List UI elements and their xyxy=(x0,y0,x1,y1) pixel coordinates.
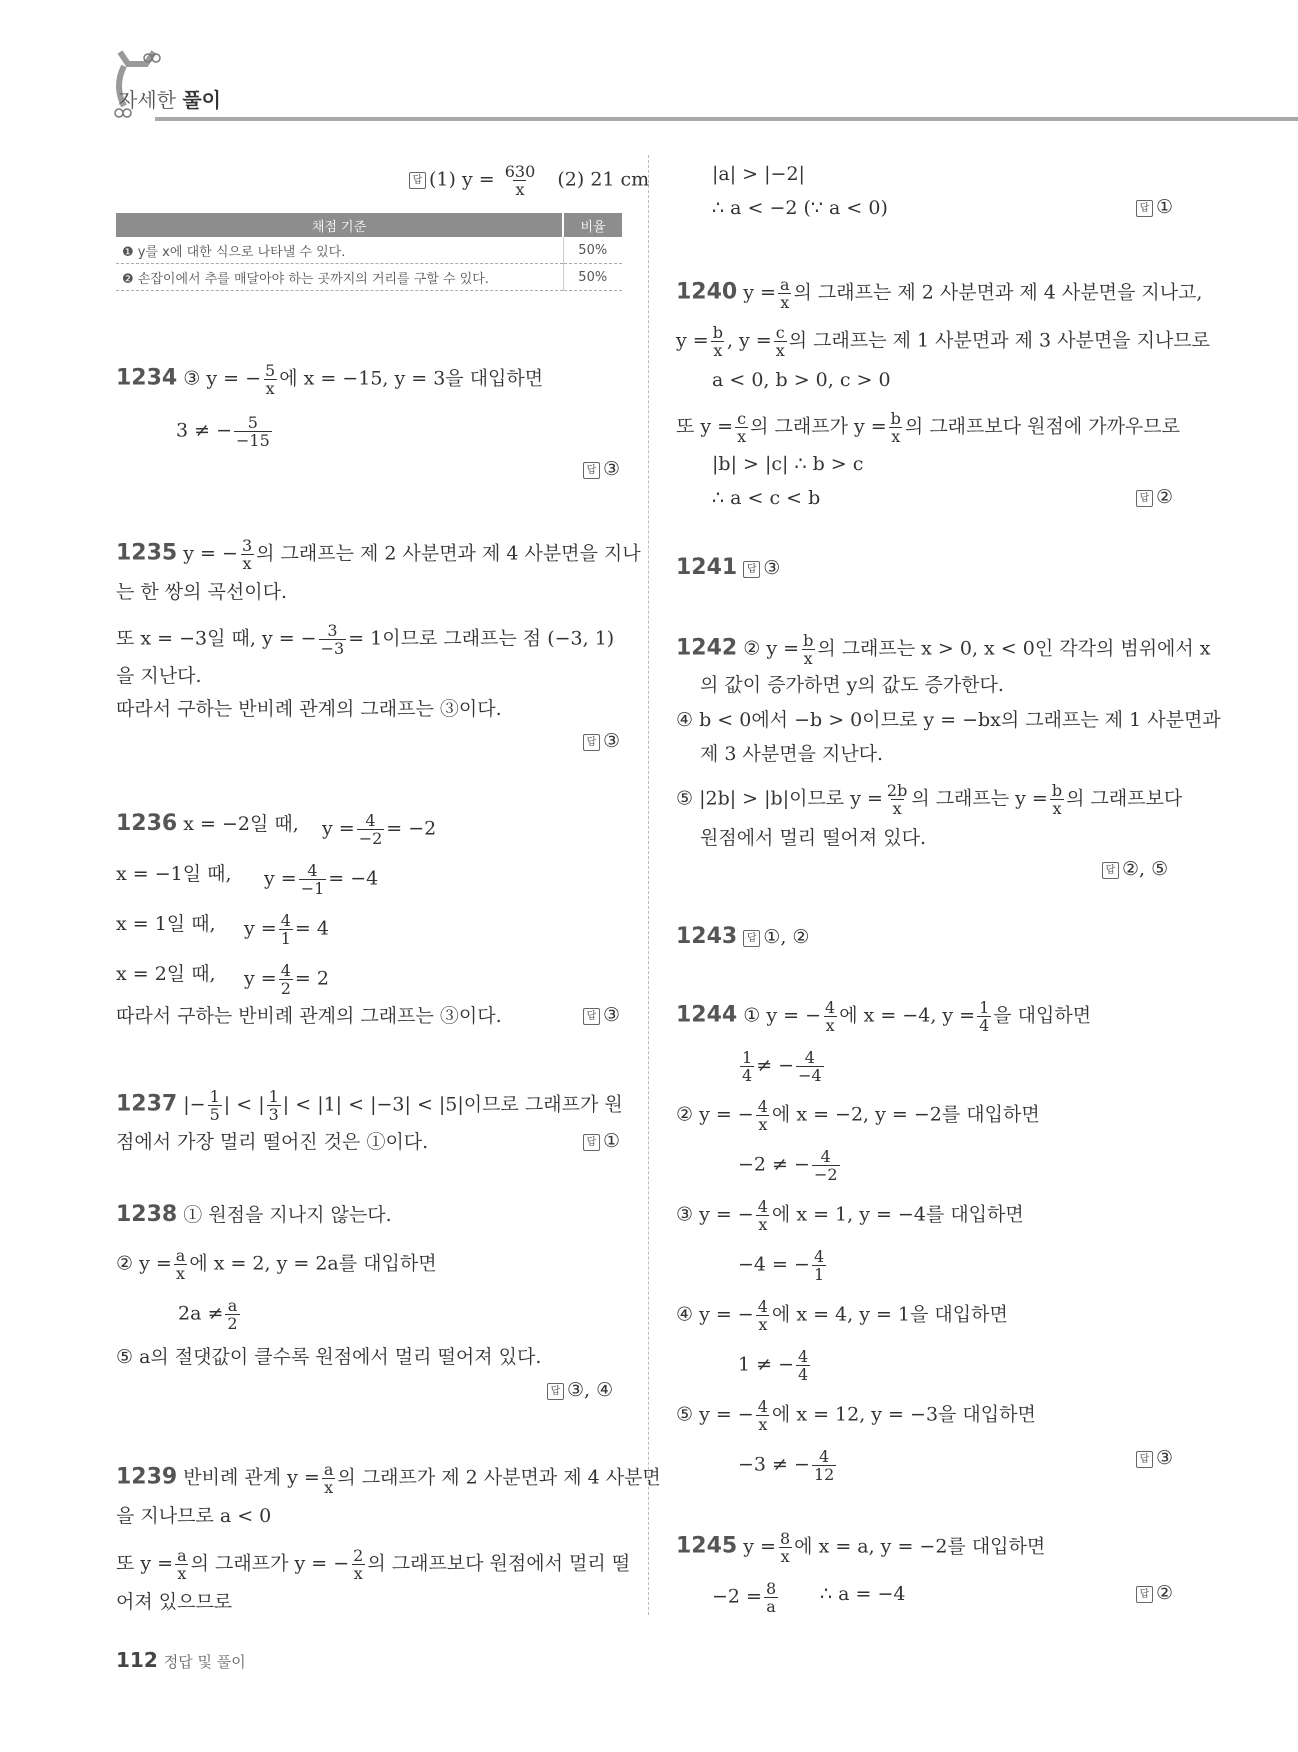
problem-number: 1239 xyxy=(116,1464,178,1490)
problem-1244-c1: ③ y = − $\frac{4}{x}$ 에 x = 1, y = −4를 대입하면 xyxy=(676,1197,1024,1234)
row-ratio: 50% xyxy=(563,264,622,291)
table-row xyxy=(116,237,622,264)
problem-1234-line1: 1234 ③ y = − $\frac{5}{x}$ 에 x = −15, y = 3을 대입하면 xyxy=(116,361,544,398)
problem-number: 1240 xyxy=(676,279,738,305)
problem-number: 1241 xyxy=(676,555,738,580)
problem-number: 1237 xyxy=(116,1091,178,1117)
grading-col-criteria: 채점 기준 xyxy=(116,213,563,237)
problem-1236-row2: x = −1일 때, xyxy=(116,863,232,885)
problem-1239-line2: 을 지나므로 a < 0 xyxy=(116,1505,272,1527)
problem-1242-line3: ④ b < 0에서 −b > 0이므로 y = −bx의 그래프는 제 1 사분면과 xyxy=(676,709,1221,731)
problem-1242-line2: 의 값이 증가하면 y의 값도 증가한다. xyxy=(700,674,1004,696)
answer-tag-icon: 답 xyxy=(583,1008,600,1025)
problem-1240-line5: |b| > |c| ∴ b > c xyxy=(712,453,864,475)
answer-tag-icon: 답 xyxy=(583,1134,600,1151)
problem-1237-line1: 1237 |− $\frac{1}{5}$ | < | $\frac{1}{3}$ | < |1| < |−3| < |5|이므로 그래프가 원 xyxy=(116,1087,623,1124)
problem-1245-result: ∴ a = −4 xyxy=(820,1583,906,1605)
problem-number: 1245 xyxy=(676,1533,738,1559)
problem-1244-b1: ② y = − $\frac{4}{x}$ 에 x = −2, y = −2를 대입하면 xyxy=(676,1097,1040,1134)
row-marker: ❶ xyxy=(122,244,134,260)
problem-1243: 1243 답 ①, ② xyxy=(676,924,810,949)
problem-1244-a1: 1244 ① y = − $\frac{4}{x}$ 에 x = −4, y = $\frac{1}{4}$ 을 대입하면 xyxy=(676,998,1092,1035)
grading-table xyxy=(116,213,622,291)
problem-number: 1235 xyxy=(116,540,178,566)
problem-1244-a2: $\frac{1}{4}$ ≠ − $\frac{4}{-4}$ xyxy=(742,1048,822,1085)
header-title-bold: 풀이 xyxy=(182,88,221,112)
problem-number: 1244 xyxy=(676,1002,738,1028)
problem-1236-row3: x = 1일 때, xyxy=(116,913,216,935)
problem-1235-line2: 는 한 쌍의 곡선이다. xyxy=(116,581,287,603)
problem-1234-line2: 3 ≠ − $\frac{5}{-15}$ xyxy=(176,413,270,450)
answer-tag-icon: 답 xyxy=(1136,200,1153,217)
problem-1237-line2: 점에서 가장 멀리 떨어진 것은 ①이다. xyxy=(116,1131,429,1153)
problem-1242-line4: 제 3 사분면을 지난다. xyxy=(700,743,884,765)
problem-number: 1243 xyxy=(676,924,738,949)
answer-1236: 답 ③ xyxy=(583,1004,620,1026)
header-rule xyxy=(155,117,1298,121)
table-row xyxy=(116,264,622,291)
problem-1235-line4: 을 지난다. xyxy=(116,665,202,687)
header-title-light: 자세한 xyxy=(118,88,176,112)
answer-tag-icon: 답 xyxy=(583,462,600,479)
answer-tag-icon: 답 xyxy=(1102,862,1119,879)
row-marker: ❷ xyxy=(122,271,134,287)
row-ratio: 50% xyxy=(563,237,622,264)
answer-tag-icon: 답 xyxy=(583,734,600,751)
problem-1236-row1-eq: y = $\frac{4}{-2}$ = −2 xyxy=(322,811,437,848)
grading-col-ratio: 비율 xyxy=(563,213,622,237)
answer-1234: 답 ③ xyxy=(583,458,620,480)
problem-1239-cont-line1: |a| > |−2| xyxy=(712,163,805,185)
answer-tag-icon: 답 xyxy=(547,1383,564,1400)
answer-tag-icon: 답 xyxy=(1136,490,1153,507)
problem-1245-line2: −2 = $\frac{8}{a}$ xyxy=(712,1579,777,1616)
answer-2: (2) 21 cm xyxy=(557,168,650,191)
answer-tag-icon: 답 xyxy=(1136,1451,1153,1468)
problem-1242-line1: 1242 ② y = $\frac{b}{x}$ 의 그래프는 x > 0, x < 0인 각각의 범위에서 x xyxy=(676,631,1211,668)
answer-tag-icon: 답 xyxy=(743,561,760,578)
problem-1238-line4: ⑤ a의 절댓값이 클수록 원점에서 멀리 떨어져 있다. xyxy=(116,1346,542,1368)
page-footer xyxy=(116,1648,246,1672)
footer-label: 정답 및 풀이 xyxy=(163,1653,246,1671)
answer-1235: 답 ③ xyxy=(583,730,620,752)
row-text: 손잡이에서 추를 매달아야 하는 곳까지의 거리를 구할 수 있다. xyxy=(137,271,489,287)
problem-1239-cont-line2: ∴ a < −2 (∵ a < 0) xyxy=(712,197,888,219)
problem-number: 1234 xyxy=(116,365,178,391)
problem-1242-line6: 원점에서 멀리 떨어져 있다. xyxy=(700,827,927,849)
answer-1237: 답 ① xyxy=(583,1130,620,1152)
answer-tag-icon: 답 xyxy=(409,172,426,189)
problem-1240-line2: y = $\frac{b}{x}$ , y = $\frac{c}{x}$ 의 그래프는 제 1 사분면과 제 3 사분면을 지나므로 xyxy=(676,323,1210,360)
problem-1235-line3: 또 x = −3일 때, y = − $\frac{3}{-3}$ = 1이므로 그래프는 점 (−3, 1) xyxy=(116,621,615,658)
problem-1239-line4: 어져 있으므로 xyxy=(116,1591,233,1613)
problem-1236-row3-eq: y = $\frac{4}{1}$ = 4 xyxy=(244,911,329,948)
problem-1241: 1241 답 ③ xyxy=(676,555,781,580)
problem-1236-line5: 따라서 구하는 반비례 관계의 그래프는 ③이다. xyxy=(116,1005,502,1027)
problem-1240-line4: 또 y = $\frac{c}{x}$ 의 그래프가 y = $\frac{b}{x}$ 의 그래프보다 원점에 가까우므로 xyxy=(676,409,1180,446)
fraction: $\frac{630}{x}$ xyxy=(504,162,536,199)
problem-1244-b2: −2 ≠ − $\frac{4}{-2}$ xyxy=(738,1147,838,1184)
answer-1-prefix: (1) y = xyxy=(429,168,495,191)
problem-1239-line1: 1239 반비례 관계 y = $\frac{a}{x}$ 의 그래프가 제 2 사분면과 제 4 사분면 xyxy=(116,1460,661,1497)
problem-1244-e1: ⑤ y = − $\frac{4}{x}$ 에 x = 12, y = −3을 대입하면 xyxy=(676,1397,1036,1434)
problem-1238-line3: 2a ≠ $\frac{a}{2}$ xyxy=(178,1296,238,1333)
problem-1236-row4-eq: y = $\frac{4}{2}$ = 2 xyxy=(244,961,329,998)
problem-1240-line1: 1240 y = $\frac{a}{x}$ 의 그래프는 제 2 사분면과 제 4 사분면을 지나고, xyxy=(676,275,1203,312)
problem-1236-row4: x = 2일 때, xyxy=(116,963,216,985)
grading-answer xyxy=(409,163,649,198)
problem-1239-line3: 또 y = $\frac{a}{x}$ 의 그래프가 y = − $\frac{2}{x}$ 의 그래프보다 원점에서 멀리 떨 xyxy=(116,1546,631,1583)
problem-1235-line1: 1235 y = − $\frac{3}{x}$ 의 그래프는 제 2 사분면과 제 4 사분면을 지나 xyxy=(116,536,641,573)
header-title xyxy=(118,84,221,113)
problem-1245-line1: 1245 y = $\frac{8}{x}$ 에 x = a, y = −2를 대입하면 xyxy=(676,1529,1046,1566)
problem-1242-line5: ⑤ |2b| > |b|이므로 y = $\frac{2b}{x}$ 의 그래프는 y = $\frac{b}{x}$ 의 그래프보다 xyxy=(676,781,1183,818)
answer-1239: 답 ① xyxy=(1136,196,1173,218)
answer-1244: 답 ③ xyxy=(1136,1447,1173,1469)
answer-1238: 답 ③, ④ xyxy=(547,1379,613,1401)
problem-number: 1242 xyxy=(676,635,738,661)
problem-1238-line1: 1238 ① 원점을 지나지 않는다. xyxy=(116,1202,392,1227)
problem-1244-e2: −3 ≠ − $\frac{4}{12}$ xyxy=(738,1447,835,1484)
row-text: y를 x에 대한 식으로 나타낼 수 있다. xyxy=(137,244,346,260)
answer-1242: 답 ②, ⑤ xyxy=(1102,858,1168,880)
answer-1240: 답 ② xyxy=(1136,486,1173,508)
problem-1240-line6: ∴ a < c < b xyxy=(712,487,821,509)
problem-number: 1238 xyxy=(116,1202,178,1227)
answer-tag-icon: 답 xyxy=(743,930,760,947)
answer-1245: 답 ② xyxy=(1136,1582,1173,1604)
problem-1244-c2: −4 = − $\frac{4}{1}$ xyxy=(738,1247,825,1284)
problem-1236-row1: 1236 x = −2일 때, xyxy=(116,811,299,836)
answer-tag-icon: 답 xyxy=(1136,1586,1153,1603)
page-number: 112 xyxy=(116,1648,158,1672)
problem-1235-line5: 따라서 구하는 반비례 관계의 그래프는 ③이다. xyxy=(116,698,502,720)
problem-1236-row2-eq: y = $\frac{4}{-1}$ = −4 xyxy=(264,861,379,898)
column-divider xyxy=(648,155,649,1615)
problem-number: 1236 xyxy=(116,811,178,836)
problem-1244-d1: ④ y = − $\frac{4}{x}$ 에 x = 4, y = 1을 대입하면 xyxy=(676,1297,1008,1334)
problem-1244-d2: 1 ≠ − $\frac{4}{4}$ xyxy=(738,1347,809,1384)
problem-1238-line2: ② y = $\frac{a}{x}$ 에 x = 2, y = 2a를 대입하면 xyxy=(116,1246,437,1283)
problem-1240-line3: a < 0, b > 0, c > 0 xyxy=(712,369,891,391)
